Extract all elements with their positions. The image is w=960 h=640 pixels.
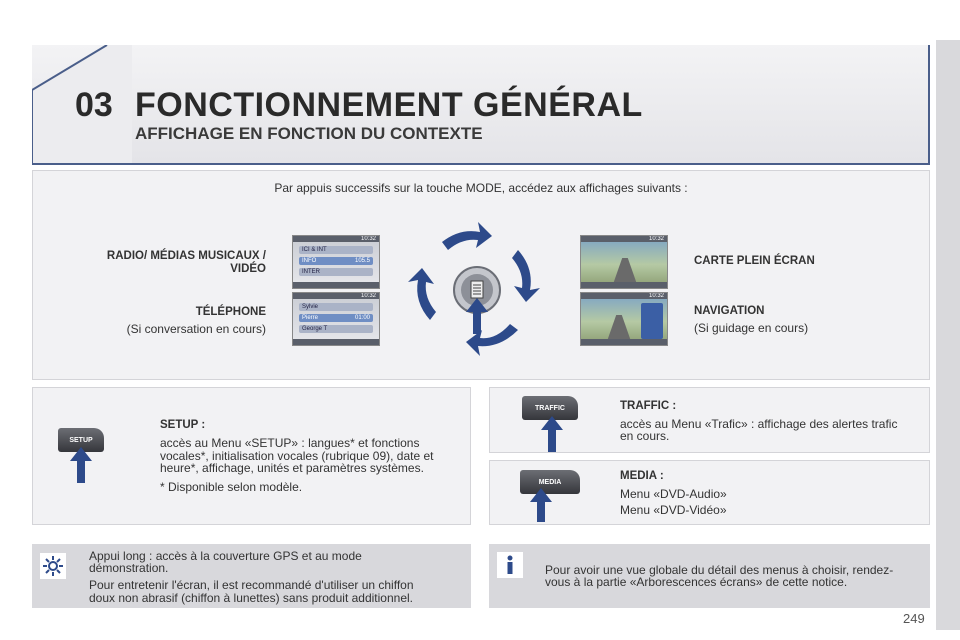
radio-screen-row3: [299, 268, 373, 276]
traffic-button[interactable]: TRAFFIC: [522, 396, 578, 420]
setup-line3: heure*, affichage, unités et paramètres systèmes.: [160, 461, 424, 475]
setup-note: * Disponible selon modèle.: [160, 480, 303, 494]
tel-screen-time: 10:32: [360, 293, 376, 299]
arrow-right-icon: [512, 250, 540, 302]
traffic-title: TRAFFIC :: [620, 400, 677, 412]
info-icon: [497, 552, 523, 578]
radio-screen-row2-value: 105.5: [354, 258, 370, 264]
tip-right-line1: Pour avoir une vue globale du détail des menus à choisir, rendez-: [545, 563, 894, 577]
full-map-screen-thumbnail: [580, 235, 668, 289]
media-button[interactable]: MEDIA: [520, 470, 580, 494]
radio-screen-row2-text: INFO: [302, 258, 317, 264]
tel-screen-bottombar: [293, 339, 379, 345]
traffic-press-arrow-icon: [541, 416, 563, 452]
media-line2: Menu «DVD-Vidéo»: [620, 503, 727, 517]
page-edge-strip: [936, 40, 960, 630]
tip-left-line3: Pour entretenir l'écran, il est recommandé d'utiliser un chiffon: [89, 578, 414, 592]
setup-button[interactable]: SETUP: [58, 428, 104, 452]
tel-screen-row1: [299, 303, 373, 311]
tip-left-line2: démonstration.: [89, 561, 169, 575]
traffic-line2: en cours.: [620, 429, 670, 443]
tel-screen-row2: [299, 314, 373, 322]
arrow-top-icon: [442, 222, 492, 250]
tip-left-line1: Appui long : accès à la couverture GPS et au mode: [89, 549, 362, 563]
chapter-number: 03: [75, 86, 113, 124]
radio-screen-thumbnail: [292, 235, 380, 289]
tel-screen-row3: [299, 325, 373, 333]
nav-screen-time: 10:32: [648, 293, 664, 299]
radio-screen-bottombar: [293, 282, 379, 288]
full-map-label: CARTE PLEIN ÉCRAN: [694, 255, 815, 267]
telephone-screen-thumbnail: [292, 292, 380, 346]
navigation-label: NAVIGATION: [694, 305, 765, 317]
setup-line1: accès au Menu «SETUP» : langues* et fonctions: [160, 436, 420, 450]
tip-left-line4: doux non abrasif (chiffon à lunettes) sans produit additionnel.: [89, 591, 413, 605]
chapter-title: FONCTIONNEMENT GÉNÉRAL: [135, 86, 643, 124]
radio-screen-row1-text: ICI & INT: [302, 247, 327, 253]
media-title: MEDIA :: [620, 470, 664, 482]
tel-screen-row2-value: 01:00: [354, 315, 370, 321]
lightbulb-tip-icon: [40, 553, 66, 579]
nav-screen-bottombar: [581, 339, 667, 345]
navigation-sublabel: (Si guidage en cours): [694, 321, 809, 335]
radio-media-label-line1: RADIO/ MÉDIAS MUSICAUX /: [106, 250, 266, 262]
media-line1: Menu «DVD-Audio»: [620, 487, 727, 501]
chapter-subtitle: AFFICHAGE EN FONCTION DU CONTEXTE: [135, 124, 483, 143]
media-press-arrow-icon: [530, 488, 552, 522]
radio-media-label: [46, 250, 266, 276]
tel-screen-row2-text: Pierre: [302, 315, 319, 321]
tip-right-line2: vous à la partie «Arborescences écrans» de cette notice.: [545, 575, 848, 589]
tel-screen-row1-text: Sylvie: [302, 304, 319, 310]
radio-screen-row1: [299, 246, 373, 254]
map-screen-bottombar: [581, 282, 667, 288]
radio-screen-row3-text: INTER: [302, 269, 320, 275]
radio-screen-row2: [299, 257, 373, 265]
telephone-label: TÉLÉPHONE: [195, 306, 266, 318]
traffic-line1: accès au Menu «Trafic» : affichage des alertes trafic: [620, 417, 898, 431]
nav-direction-panel: [641, 303, 663, 339]
radio-screen-time: 10:32: [360, 236, 376, 242]
intro-text: Par appuis successifs sur la touche MODE, accédez aux affichages suivants :: [274, 181, 688, 195]
page-number: 249: [903, 611, 925, 626]
navigation-screen-thumbnail: [580, 292, 668, 346]
setup-line2: vocales*, initialisation vocales (rubrique 09), date et: [160, 449, 434, 463]
arrow-left-icon: [408, 268, 436, 320]
mode-press-arrow-icon: [466, 298, 488, 334]
telephone-sublabel: (Si conversation en cours): [126, 322, 266, 336]
setup-title: SETUP :: [160, 419, 206, 431]
setup-press-arrow-icon: [70, 447, 92, 483]
map-screen-time: 10:32: [648, 236, 664, 242]
radio-media-label-line2: VIDÉO: [230, 263, 266, 275]
tel-screen-row3-text: George T: [302, 326, 328, 332]
